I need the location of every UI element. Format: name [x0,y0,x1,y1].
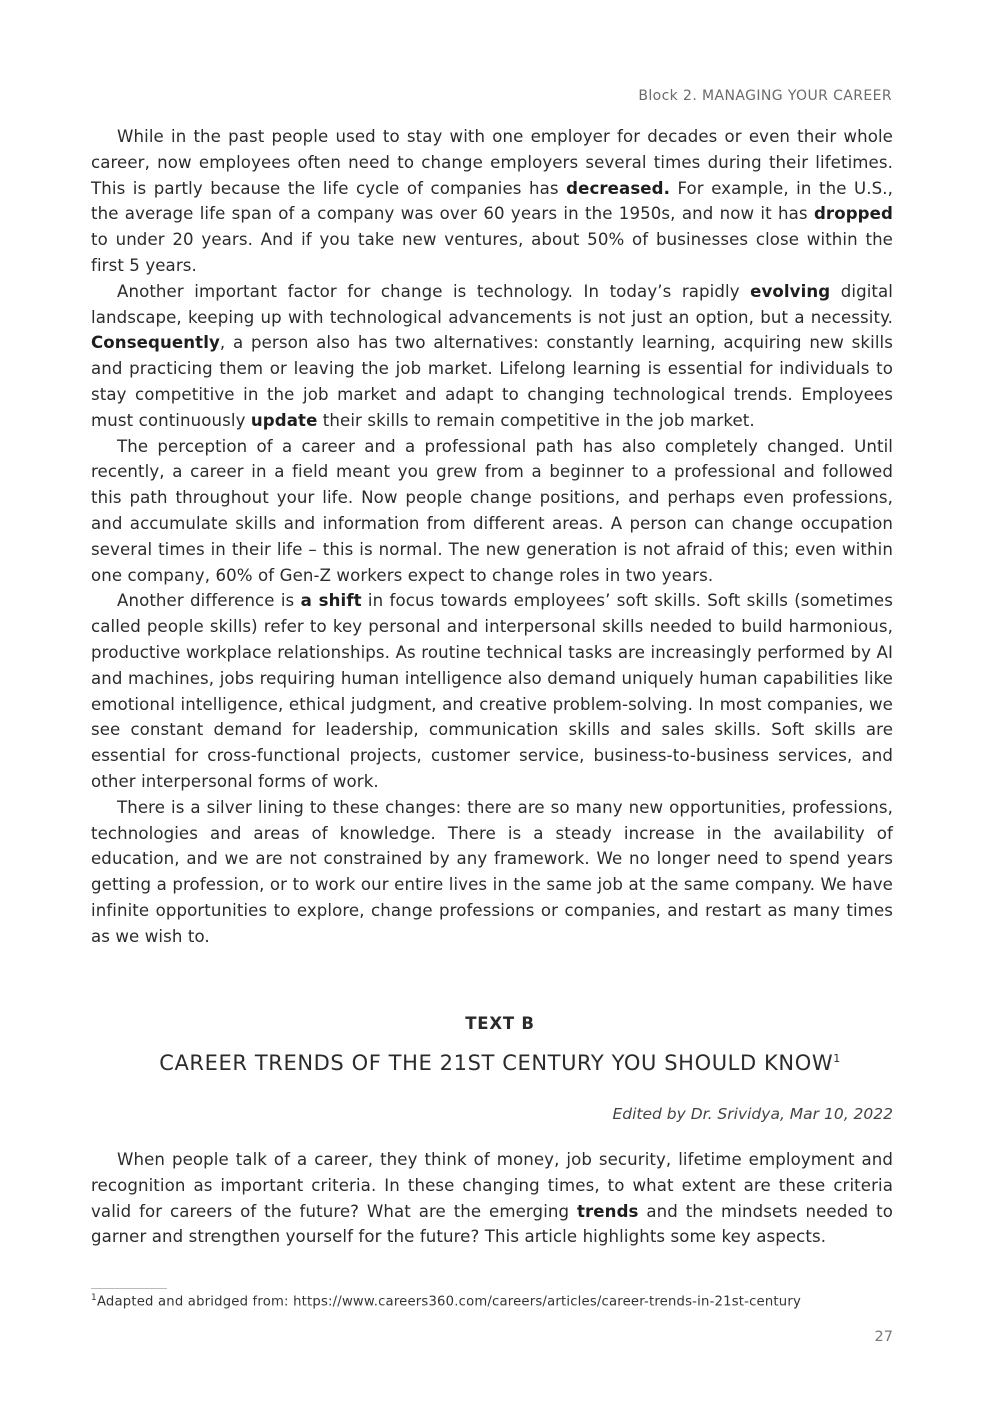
paragraph-2 [91,279,893,434]
paragraph-1 [91,124,893,279]
paragraph-5 [91,795,893,950]
body-text [91,124,893,950]
footnote [91,1293,801,1309]
text-run: The perception of a career and a professional path has also completely changed. Until recently, a career in a field meant you grew from a beginner to a professional and followed this path throughout your life. Now people change positions, and perhaps even professions, and accumulate skills and information from different areas. A person can change occupation several times in their life – this is normal. The new generation is not afraid of this; even within one company, 60% of Gen-Z workers expect to change roles in two years. [91,436,893,585]
key-term: trends [576,1201,639,1221]
article-title-text: CAREER TRENDS OF THE 21ST CENTURY YOU SHOULD KNOW [159,1051,834,1075]
key-term: a shift [300,591,362,611]
key-term: Consequently [91,333,220,353]
footnote-divider [91,1288,167,1289]
key-term: decreased. [566,178,671,198]
text-b-label: TEXT B [465,1014,535,1033]
text-run: There is a silver lining to these changes: there are so many new opportunities, professions, technologies and areas of knowledge. There is a steady increase in the availability of education, and we are not constrained by any framework. We no longer need to spend years getting a profession, or to work our entire lives in the same job at the same company. We have infinite opportunities to explore, change professions or companies, and restart as many times as we wish to. [91,797,893,946]
text-run: in focus towards employees’ soft skills. Soft skills (sometimes called people skills) refer to key personal and interpersonal skills needed to build harmonious, productive workplace relationships. As routine technical tasks are increasingly performed by AI and machines, jobs requiring human intelligence also demand uniquely human capabilities like emotional intelligence, ethical judgment, and creative problem-solving. In most companies, we see constant demand for leadership, communication skills and sales skills. Soft skills are essential for cross-functional projects, customer service, business-to-business services, and other interpersonal forms of work. [91,591,893,791]
article-title [0,1051,1000,1075]
byline: Edited by Dr. Srividya, Mar 10, 2022 [612,1105,893,1123]
intro-paragraph [91,1147,893,1250]
text-run: and the mindsets needed to garner and strengthen yourself for the future? This article highlights some key aspects. [91,1201,893,1247]
footnote-text: Adapted and abridged from: https://www.careers360.com/careers/articles/career-trends-in-21st-century [96,1294,801,1310]
footnote-mark: 1 [91,1293,97,1303]
text-run: When people talk of a career, they think of money, job security, lifetime employment and recognition as important criteria. In these changing times, to what extent are these criteria valid for careers of the future? What are the emerging [91,1150,893,1221]
key-term: evolving [750,281,831,301]
page-number: 27 [874,1329,893,1345]
intro-text [91,1147,893,1250]
key-term: dropped [813,204,893,224]
text-run: digital landscape, keeping up with technological advancements is not just an option, but a necessity. [91,281,894,327]
text-run: For example, in the U.S., the average life span of a company was over 60 years in the 1950s, and now it has [91,178,893,224]
text-run: Another difference is [117,591,301,611]
text-run: , a person also has two alternatives: constantly learning, acquiring new skills and practicing them or leaving the job market. Lifelong learning is essential for individuals to stay competitive in the job market and adapt to changing technological trends. Employees must continuously [91,333,893,430]
text-run: Another important factor for change is technology. In today’s rapidly [117,281,751,301]
paragraph-3 [91,434,893,589]
running-head: Block 2. MANAGING YOUR CAREER [638,88,892,104]
text-run: their skills to remain competitive in the job market. [317,410,755,430]
key-term: update [250,410,318,430]
text-run: to under 20 years. And if you take new ventures, about 50% of businesses close within the first 5 years. [91,230,893,275]
title-footnote-mark[interactable]: 1 [833,1052,841,1065]
text-run: While in the past people used to stay with one employer for decades or even their whole career, now employees often need to change employers several times during their lifetimes. This is partly because the life cycle of companies has [91,127,893,198]
paragraph-4 [91,588,893,794]
